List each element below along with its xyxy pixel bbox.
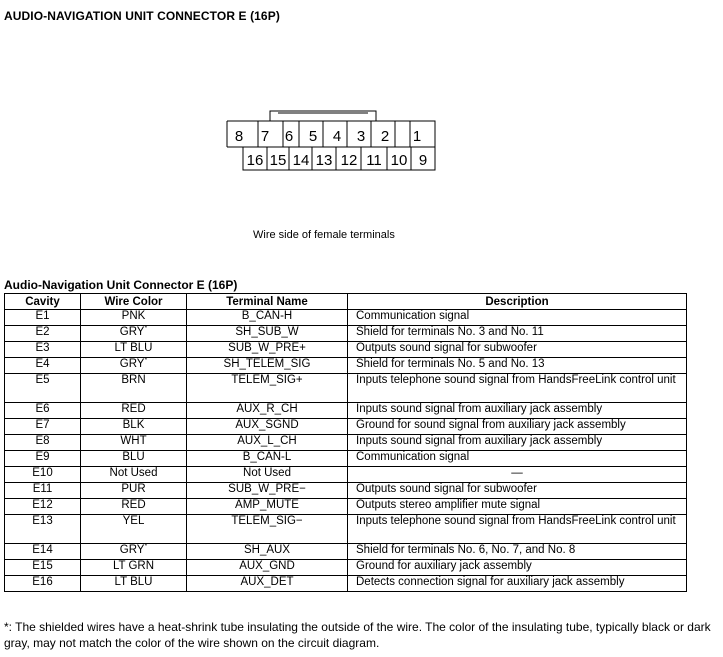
shield-note-marker: *	[144, 357, 148, 365]
cell-cavity: E15	[5, 560, 81, 576]
table-row	[5, 403, 687, 419]
cell-cavity: E10	[5, 467, 81, 483]
cell-wire-color	[81, 451, 187, 467]
cell-cavity: E11	[5, 483, 81, 499]
connector-diagram	[225, 109, 436, 172]
cell-terminal-name: AUX_SGND	[187, 419, 348, 435]
table-row	[5, 310, 687, 326]
cell-cavity: E2	[5, 326, 81, 342]
cell-description: Inputs sound signal from auxiliary jack assembly	[348, 435, 687, 451]
cell-terminal-name: B_CAN-H	[187, 310, 348, 326]
pin-label: 11	[366, 152, 382, 169]
wire-color-text: BRN	[121, 374, 146, 386]
wire-color-text: LT BLU	[114, 576, 153, 588]
pin-label: 3	[356, 128, 366, 145]
header-terminal-name: Terminal Name	[187, 294, 348, 310]
wire-color-text: RED	[121, 499, 146, 511]
table-row	[5, 326, 687, 342]
table-header-row	[5, 294, 687, 310]
table-row	[5, 576, 687, 592]
cell-terminal-name: SUB_W_PRE−	[187, 483, 348, 499]
cell-description: Ground for auxiliary jack assembly	[348, 560, 687, 576]
table-row	[5, 560, 687, 576]
cell-terminal-name: AUX_L_CH	[187, 435, 348, 451]
cell-cavity: E12	[5, 499, 81, 515]
cell-description: Inputs telephone sound signal from HandsFreeLink control unit	[348, 374, 687, 403]
shield-note-marker: *	[144, 325, 148, 333]
pin-label: 6	[284, 128, 294, 145]
cell-terminal-name: SH_AUX	[187, 544, 348, 560]
table-row	[5, 374, 687, 403]
table-row	[5, 435, 687, 451]
cell-terminal-name: SH_TELEM_SIG	[187, 358, 348, 374]
cell-wire-color	[81, 374, 187, 403]
cell-description: Ground for sound signal from auxiliary jack assembly	[348, 419, 687, 435]
table-row	[5, 419, 687, 435]
pinout-table	[4, 293, 687, 592]
cell-wire-color	[81, 483, 187, 499]
pin-label: 4	[332, 128, 342, 145]
wire-color-text: GRY	[119, 326, 145, 338]
wire-color-text: LT GRN	[112, 560, 155, 572]
cell-terminal-name: B_CAN-L	[187, 451, 348, 467]
cell-description: Shield for terminals No. 3 and No. 11	[348, 326, 687, 342]
table-row	[5, 515, 687, 544]
pin-label: 16	[246, 152, 264, 169]
cell-wire-color	[81, 467, 187, 483]
header-description: Description	[348, 294, 687, 310]
table-title: Audio-Navigation Unit Connector E (16P)	[4, 278, 238, 292]
cell-terminal-name: TELEM_SIG+	[187, 374, 348, 403]
cell-description: Inputs telephone sound signal from HandsFreeLink control unit	[348, 515, 687, 544]
cell-terminal-name: AUX_GND	[187, 560, 348, 576]
cell-description: Communication signal	[348, 310, 687, 326]
cell-description: —	[348, 467, 687, 483]
cell-wire-color	[81, 544, 187, 560]
pin-label: 15	[269, 152, 287, 169]
table-row	[5, 358, 687, 374]
table-row	[5, 544, 687, 560]
cell-cavity: E5	[5, 374, 81, 403]
wire-color-text: BLU	[122, 451, 145, 463]
cell-cavity: E14	[5, 544, 81, 560]
cell-description: Shield for terminals No. 6, No. 7, and No. 8	[348, 544, 687, 560]
cell-wire-color	[81, 358, 187, 374]
cell-terminal-name: AUX_R_CH	[187, 403, 348, 419]
cell-wire-color	[81, 560, 187, 576]
cell-cavity: E9	[5, 451, 81, 467]
wire-color-text: LT BLU	[114, 342, 153, 354]
cell-wire-color	[81, 435, 187, 451]
pin-label: 1	[412, 128, 422, 145]
wire-color-text: BLK	[122, 419, 145, 431]
pin-label: 9	[418, 152, 428, 169]
cell-cavity: E16	[5, 576, 81, 592]
cell-wire-color	[81, 515, 187, 544]
pin-label: 13	[315, 152, 333, 169]
wire-color-text: GRY	[119, 358, 145, 370]
shield-note-marker: *	[144, 543, 148, 551]
pin-label: 5	[308, 128, 318, 145]
cell-description: Outputs sound signal for subwoofer	[348, 342, 687, 358]
pin-label: 12	[340, 152, 358, 169]
wire-color-text: GRY	[119, 544, 145, 556]
table-row	[5, 483, 687, 499]
cell-wire-color	[81, 499, 187, 515]
table-row	[5, 451, 687, 467]
cell-terminal-name: AUX_DET	[187, 576, 348, 592]
cell-description: Outputs sound signal for subwoofer	[348, 483, 687, 499]
cell-cavity: E13	[5, 515, 81, 544]
cell-terminal-name: SH_SUB_W	[187, 326, 348, 342]
header-wire-color: Wire Color	[81, 294, 187, 310]
cell-wire-color	[81, 403, 187, 419]
pin-label: 14	[292, 152, 310, 169]
cell-wire-color	[81, 326, 187, 342]
cell-cavity: E3	[5, 342, 81, 358]
cell-terminal-name: TELEM_SIG−	[187, 515, 348, 544]
cell-description: Detects connection signal for auxiliary jack assembly	[348, 576, 687, 592]
cell-wire-color	[81, 310, 187, 326]
wire-color-text: PUR	[121, 483, 146, 495]
cell-terminal-name: Not Used	[187, 467, 348, 483]
cell-wire-color	[81, 419, 187, 435]
cell-description: Outputs stereo amplifier mute signal	[348, 499, 687, 515]
cell-description: Shield for terminals No. 5 and No. 13	[348, 358, 687, 374]
cell-cavity: E4	[5, 358, 81, 374]
table-row	[5, 342, 687, 358]
wire-color-text: WHT	[120, 435, 147, 447]
cell-cavity: E6	[5, 403, 81, 419]
cell-terminal-name: SUB_W_PRE+	[187, 342, 348, 358]
pin-label: 2	[380, 128, 390, 145]
cell-cavity: E8	[5, 435, 81, 451]
pin-label: 8	[234, 128, 244, 145]
pin-label: 7	[260, 128, 270, 145]
table-row	[5, 467, 687, 483]
wire-color-text: YEL	[122, 515, 145, 527]
cell-terminal-name: AMP_MUTE	[187, 499, 348, 515]
cell-cavity: E7	[5, 419, 81, 435]
cell-cavity: E1	[5, 310, 81, 326]
wire-color-text: RED	[121, 403, 146, 415]
cell-description: Inputs sound signal from auxiliary jack assembly	[348, 403, 687, 419]
connector-caption: Wire side of female terminals	[253, 229, 395, 241]
table-row	[5, 499, 687, 515]
cell-description: Communication signal	[348, 451, 687, 467]
cell-wire-color	[81, 576, 187, 592]
wire-color-text: PNK	[121, 310, 146, 322]
page-title: AUDIO-NAVIGATION UNIT CONNECTOR E (16P)	[4, 9, 280, 23]
cell-wire-color	[81, 342, 187, 358]
header-cavity: Cavity	[5, 294, 81, 310]
footnote: *: The shielded wires have a heat-shrink tube insulating the outside of the wire. The color of the insulating tube, typically black or dark gray, may not match the color of the wire shown on the circuit diagram.	[4, 620, 711, 650]
pin-label: 10	[390, 152, 408, 169]
wire-color-text: Not Used	[109, 467, 158, 479]
